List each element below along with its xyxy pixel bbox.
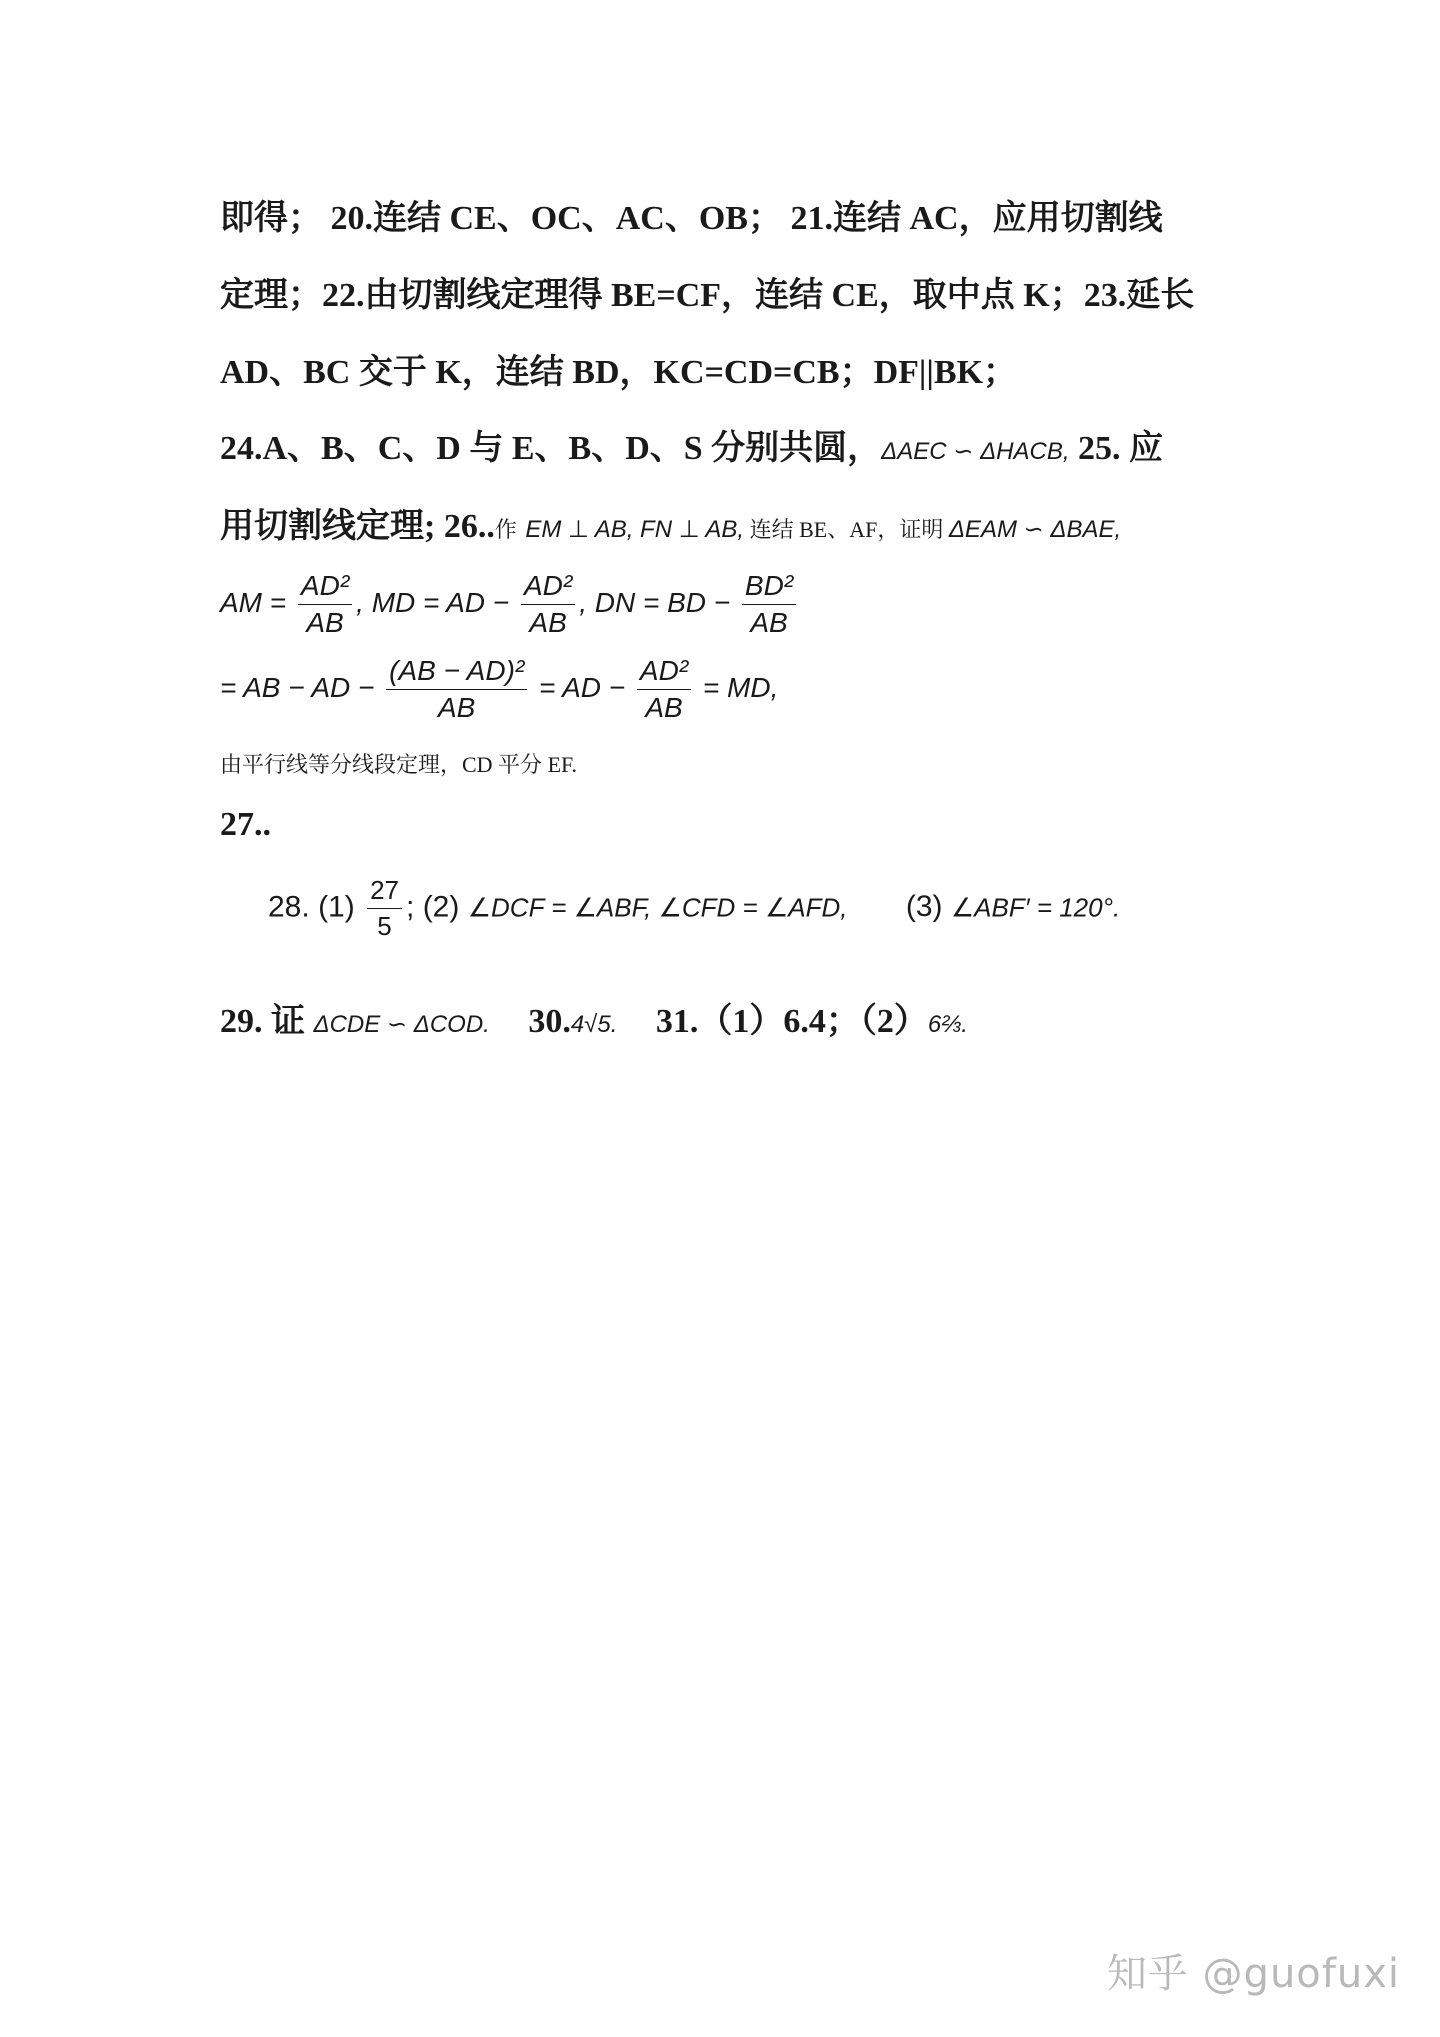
answer-line-3: AD、BC 交于 K，连结 BD，KC=CD=CB；DF||BK； — [220, 354, 1018, 391]
part-3-label: (3) — [905, 890, 943, 924]
angle-120-formula: ∠ABF′ = 120°. — [950, 892, 1121, 923]
eq1-md: , MD = AD − — [356, 586, 510, 618]
fraction-bd2-ab: $\frac{\text{BD²}}{AB}$ — [742, 570, 796, 639]
parallel-theorem-line: 由平行线等分线段定理，CD 平分 EF. — [220, 752, 577, 777]
part-2-label: (2) — [422, 890, 460, 924]
perpendicular-formula: EM ⊥ AB, FN ⊥ AB, — [525, 516, 745, 543]
part-1-label: (1) — [318, 890, 355, 924]
answer-27: 27.. — [220, 806, 271, 843]
fraction-27-5: $\frac{27}{5}$ — [367, 875, 402, 942]
six-two-thirds: 6⅔. — [927, 1011, 968, 1038]
answer-line-2: 定理；22.由切割线定理得 BE=CF，连结 CE，取中点 K；23.延长 — [220, 277, 1195, 314]
eq2-mid: = AD − — [539, 671, 626, 703]
equation-line-1 — [220, 570, 800, 639]
semicolon: ; — [406, 890, 415, 924]
similar-cde-cod-formula: ΔCDE ∽ ΔCOD. — [313, 1011, 490, 1038]
connect-prove-text: 连结 BE、AF，证明 — [744, 517, 949, 542]
answer-29-text: 29. 证 — [220, 1003, 305, 1040]
answer-line-28 — [268, 875, 1120, 942]
similar-eam-bae-formula: ΔEAM ∽ ΔBAE, — [948, 516, 1122, 543]
answer-24-text: 24.A、B、C、D 与 E、B、D、S 分别共圆， — [220, 430, 882, 467]
answer-26-text: 用切割线定理; 26.. — [220, 508, 495, 545]
fraction-ad2-ab-3: $\frac{\text{AD²}}{AB}$ — [637, 655, 691, 724]
eq1-dn: , DN = BD − — [579, 586, 731, 618]
answer-line-1: 即得； 20.连结 CE、OC、AC、OB； 21.连结 AC，应用切割线 — [220, 200, 1163, 237]
answer-line-5 — [220, 498, 1121, 547]
similar-triangles-formula: ΔAEC ∽ ΔHACB, — [881, 438, 1070, 465]
answer-28-num: 28. — [268, 890, 310, 924]
zhihu-watermark: 知乎 @guofuxi — [1106, 1951, 1400, 1997]
eq2-end: = MD, — [702, 671, 779, 703]
answer-30-num: 30. — [528, 1003, 571, 1040]
equation-line-2 — [220, 655, 778, 724]
angle-equalities: ∠DCF = ∠ABF, ∠CFD = ∠AFD, — [467, 892, 848, 923]
answer-line-4 — [220, 420, 1163, 469]
eq1-am: AM = — [220, 586, 287, 618]
answer-31-text: 31.（1）6.4；（2） — [655, 1003, 928, 1040]
eq2-start: = AB − AD − — [220, 671, 375, 703]
answer-25-start: 25. 应 — [1069, 430, 1164, 467]
four-root-five: 4√5. — [570, 1011, 618, 1038]
fraction-ab-ad-squared: $\frac{\text{(AB − AD)²}}{AB}$ — [386, 655, 527, 724]
zuo-label: 作 — [494, 517, 517, 542]
fraction-ad2-ab-2: $\frac{\text{AD²}}{AB}$ — [521, 570, 575, 639]
fraction-ad2-ab: $\frac{\text{AD²}}{AB}$ — [298, 570, 352, 639]
answer-line-29 — [220, 993, 968, 1042]
